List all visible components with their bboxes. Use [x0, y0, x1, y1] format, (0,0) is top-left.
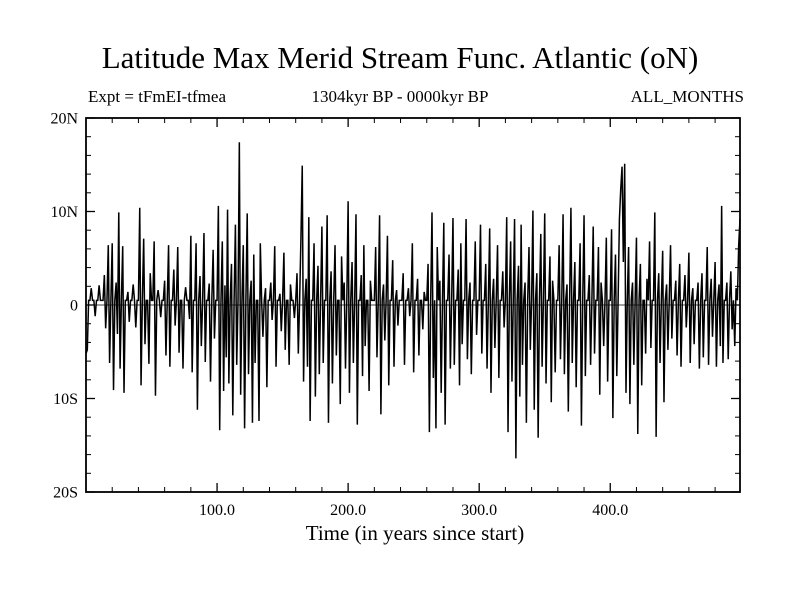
x-tick-label: 400.0: [592, 502, 629, 519]
y-tick-label: 10N: [50, 204, 78, 221]
x-tick-label: 200.0: [330, 502, 367, 519]
y-tick-label: 20N: [50, 110, 78, 128]
data-series-line: [86, 142, 740, 458]
y-tick-label: 20S: [53, 484, 78, 502]
period-label: 1304kyr BP - 0000kyr BP: [311, 87, 489, 106]
experiment-label: Expt = tFmEI-tfmea: [88, 87, 227, 106]
x-tick-label: 100.0: [199, 502, 236, 519]
y-tick-label: 0: [70, 297, 78, 315]
chart-title: Latitude Max Merid Stream Func. Atlantic (oN): [101, 40, 699, 75]
x-tick-label: 300.0: [461, 502, 498, 519]
months-label: ALL_MONTHS: [630, 87, 744, 106]
y-tick-label: 10S: [53, 391, 78, 408]
x-axis-title: Time (in years since start): [305, 521, 525, 545]
